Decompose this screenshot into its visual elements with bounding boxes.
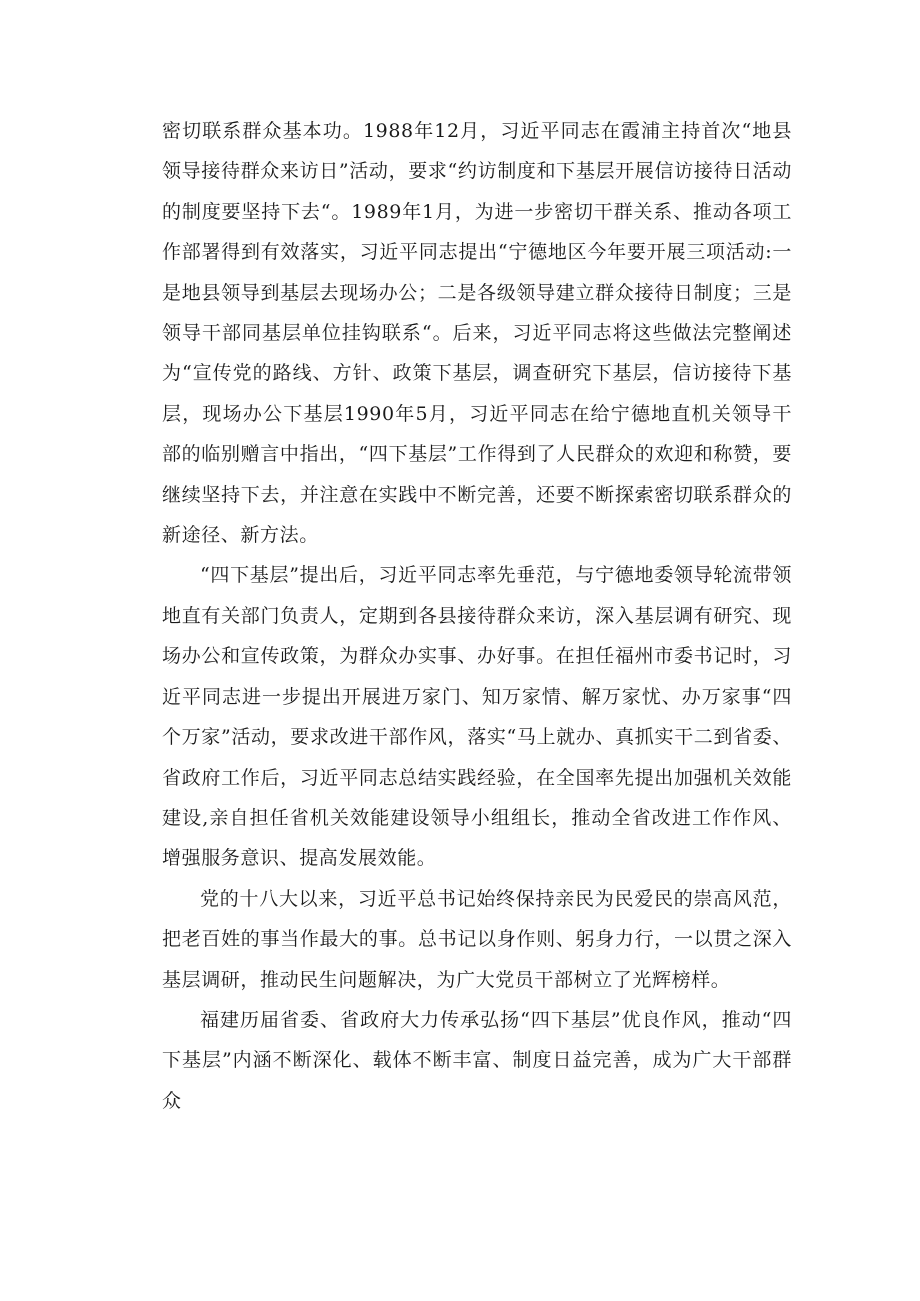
paragraph-3: 党的十八大以来，习近平总书记始终保持亲民为民爱民的崇高风范，把老百姓的事当作最大的事。总书记以身作则、躬身力行，一以贯之深入基层调研，推动民生问题解决，为广大党员干部树立了光辉榜样。 xyxy=(162,887,792,991)
paragraph-2: “四下基层”提出后，习近平同志率先垂范，与宁德地委领导轮流带领地直有关部门负责人，定期到各县接待群众来访，深入基层调有研究、现场办公和宣传政策，为群众办实事、办好事。在担任福州市委书记时，习近平同志进一步提出开展进万家门、知万家情、解万家忧、办万家事“四个万家”活动，要求改进干部作风，落实“马上就办、真抓实干二到省委、省政府工作后，习近平同志总结实践经验，在全国率先提出加强机关效能建设,亲自担任省机关效能建设领导小组组长，推动全省改进工作作风、增强服务意识、提高发展效能。 xyxy=(162,564,792,870)
paragraph-4: 福建历届省委、省政府大力传承弘扬“四下基层”优良作风，推动“四下基层”内涵不断深化、载体不断丰富、制度日益完善，成为广大干部群众 xyxy=(162,1008,792,1112)
paragraph-1: 密切联系群众基本功。1988年12月，习近平同志在霞浦主持首次“地县领导接待群众来访日”活动，要求“约访制度和下基层开展信访接待日活动的制度要坚持下去“。1989年1月，为进一步密切干群关系、推动各项工作部署得到有效落实，习近平同志提出“宁德地区今年要开展三项活动:一是地县领导到基层去现场办公；二是各级领导建立群众接待日制度；三是领导干部同基层单位挂钩联系“。后来，习近平同志将这些做法完整阐述为“宣传党的路线、方针、政策下基层，调查研究下基层，信访接待下基层，现场办公下基层1990年5月，习近平同志在给宁德地直机关领导干部的临别赠言中指出，“四下基层”工作得到了人民群众的欢迎和称赞，要继续坚持下去，并注意在实践中不断完善，还要不断探索密切联系群众的新途径、新方法。 xyxy=(162,120,792,547)
document-body xyxy=(162,111,792,1121)
